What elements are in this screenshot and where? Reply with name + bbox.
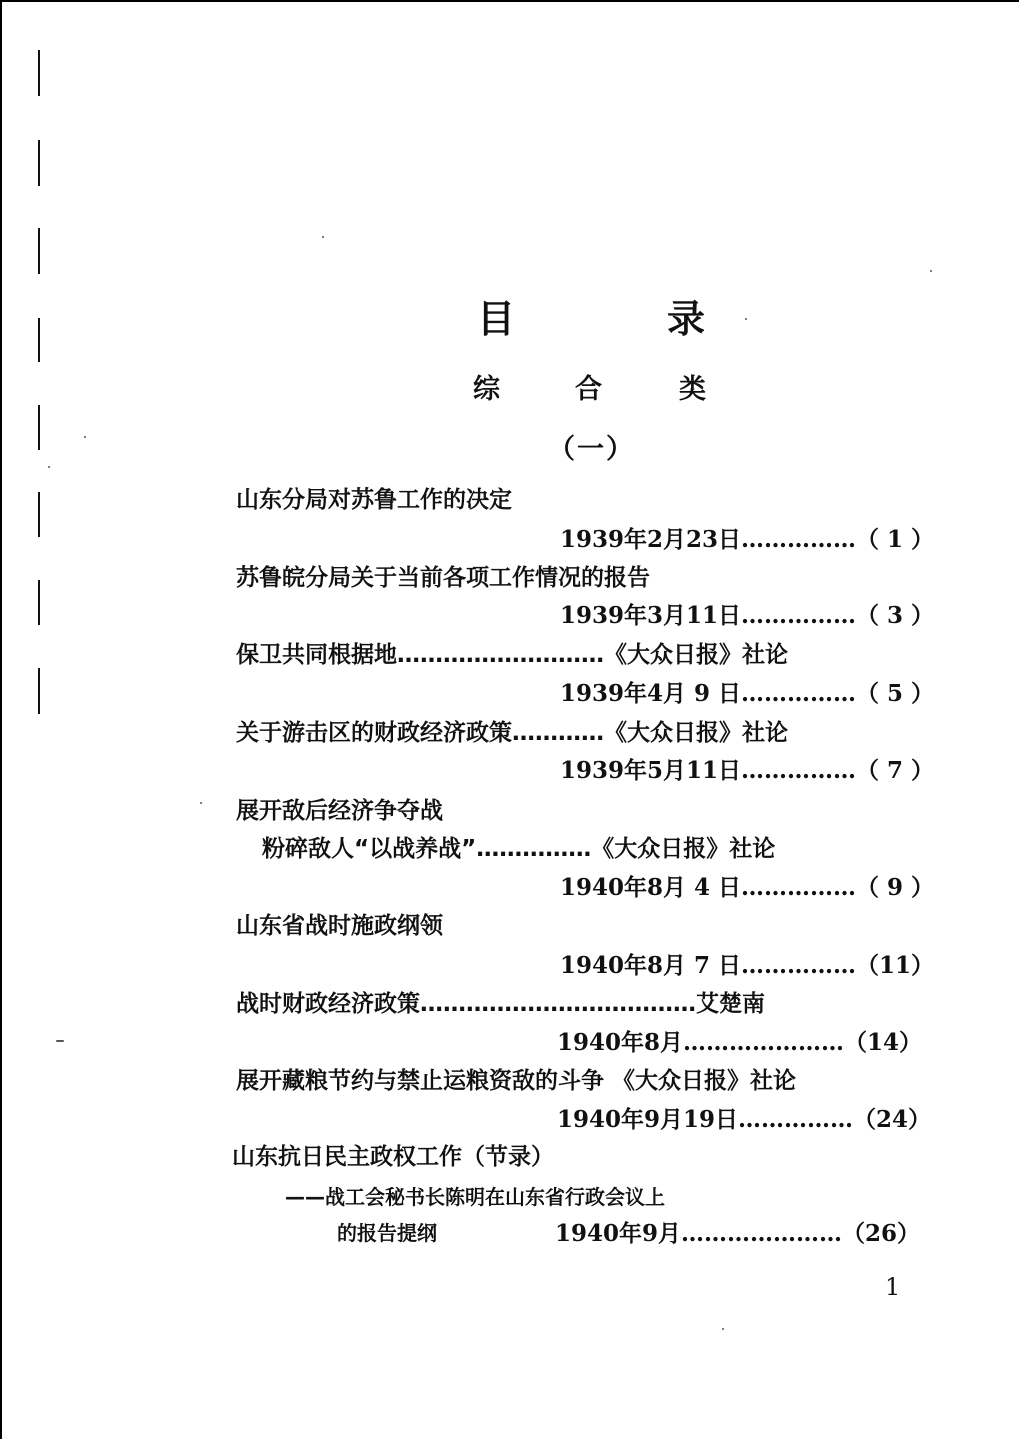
margin-mark	[38, 140, 40, 186]
toc-entry-title: 山东抗日民主政权工作（节录）	[232, 1144, 554, 1170]
toc-entry-title: 保卫共同根据地………………………《大众日报》社论	[236, 642, 788, 668]
toc-entry-title: 山东省战时施政纲领	[236, 913, 443, 939]
toc-entry-subtitle-continued: 的报告提纲	[337, 1221, 437, 1245]
toc-entry-title: 苏鲁皖分局关于当前各项工作情况的报告	[236, 565, 650, 591]
scan-speck	[84, 436, 86, 438]
toc-entry-title: 展开敌后经济争夺战	[236, 798, 443, 824]
margin-mark	[38, 492, 40, 537]
toc-entry-subtitle: ——战工会秘书长陈明在山东省行政会议上	[285, 1185, 665, 1209]
section-heading-char: 类	[679, 374, 706, 405]
toc-entry-title: 展开藏粮节约与禁止运粮资敌的斗争 《大众日报》社论	[236, 1068, 797, 1094]
page-title-char: 录	[667, 297, 706, 341]
margin-mark	[38, 50, 40, 96]
scan-speck	[200, 802, 202, 804]
toc-entry-date: 1939年4月 9 日……………（ 5 ）	[560, 680, 935, 707]
toc-entry-title: 战时财政经济政策………………………………艾楚南	[236, 991, 765, 1017]
page-number: 1	[885, 1273, 901, 1301]
toc-entry-date: 1939年5月11日……………（ 7 ）	[560, 757, 935, 784]
margin-mark	[38, 580, 40, 625]
toc-entry-title-continued: 粉碎敌人“以战养战”……………《大众日报》社论	[262, 836, 776, 862]
section-heading-char: 综	[473, 374, 500, 405]
section-heading-char: 合	[575, 374, 602, 405]
toc-entry-date: 1939年3月11日……………（ 3 ）	[560, 602, 935, 629]
toc-entry-date: 1940年9月…………………（26）	[555, 1220, 921, 1247]
margin-mark	[38, 228, 40, 274]
scan-speck	[56, 1040, 64, 1042]
page-title-char: 目	[477, 297, 516, 341]
margin-mark	[38, 318, 40, 362]
toc-entry-title: 关于游击区的财政经济政策…………《大众日报》社论	[236, 720, 788, 746]
toc-entry-date: 1940年9月19日……………（24）	[557, 1106, 932, 1133]
margin-mark	[38, 405, 40, 450]
toc-entry-date: 1940年8月 7 日……………（11）	[560, 952, 935, 979]
scan-speck	[48, 466, 50, 468]
toc-entry-date: 1939年2月23日……………（ 1 ）	[560, 526, 935, 553]
toc-entry-title: 山东分局对苏鲁工作的决定	[236, 487, 512, 513]
margin-mark	[38, 668, 40, 714]
subsection-heading: （一）	[548, 434, 635, 465]
scan-speck	[745, 318, 747, 320]
toc-entry-date: 1940年8月…………………（14）	[557, 1029, 923, 1056]
scan-speck	[930, 270, 932, 272]
scan-speck	[322, 236, 324, 238]
scan-speck	[722, 1328, 724, 1330]
toc-entry-date: 1940年8月 4 日……………（ 9 ）	[560, 874, 935, 901]
